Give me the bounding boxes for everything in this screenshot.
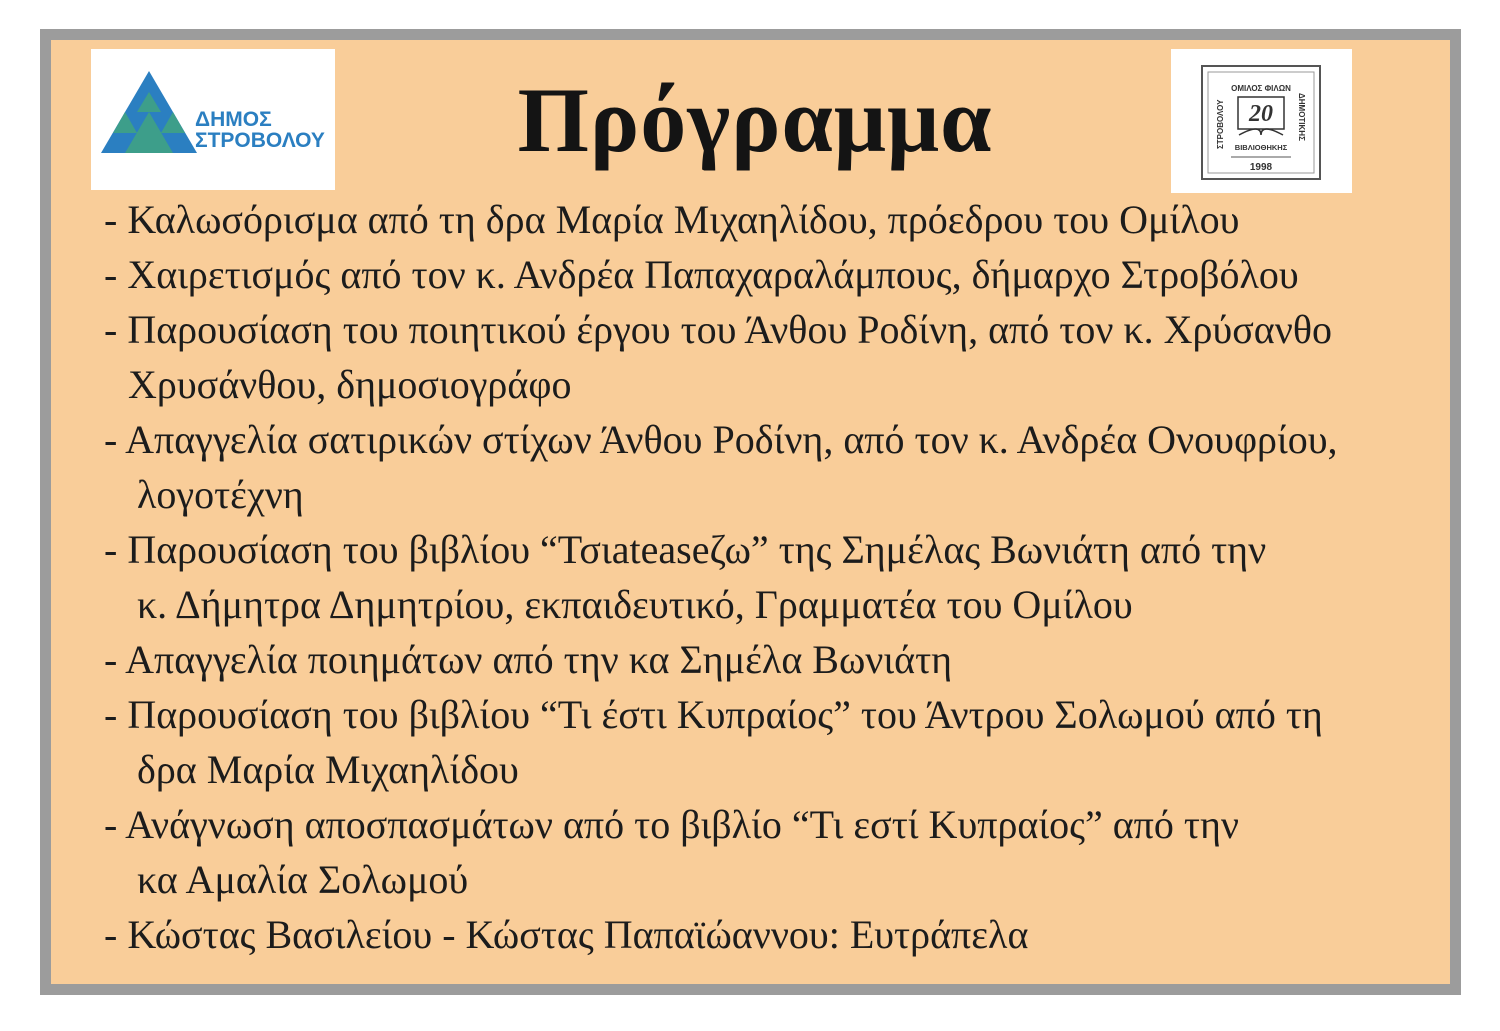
program-item-excerpt-reading <box>104 797 1444 907</box>
program-item-text: - Παρουσίαση του βιβλίου “Τι έστι Κυπραίος” του Άντρου Σολωμού από τη <box>104 692 1323 737</box>
emblem-left-text: ΣΤΡΟΒΟΛΟΥ <box>1216 99 1225 149</box>
emblem-right-text: ΔΗΜΟΤΙΚΗΣ <box>1297 93 1306 141</box>
program-item-text: - Ανάγνωση αποσπασμάτων από το βιβλίο “Τι εστί Κυπραίος” από την <box>104 802 1239 847</box>
emblem-bottom-text: ΒΙΒΛΙΟΘΗΚΗΣ <box>1234 143 1288 152</box>
program-item-continuation: δρα Μαρία Μιχαηλίδου <box>137 747 519 792</box>
program-item-poetic-work <box>104 302 1444 412</box>
program-item-book-presentation-1 <box>104 522 1444 632</box>
page-title: Πρόγραμμα <box>517 69 993 171</box>
municipality-name-line1: ΔΗΜΟΣ <box>195 108 272 131</box>
municipality-name-line2: ΣΤΡΟΒΟΛΟΥ <box>195 129 325 152</box>
emblem-year: 1998 <box>1249 162 1273 173</box>
friends-of-library-logo <box>1171 49 1352 193</box>
program-item-greeting <box>104 247 1444 302</box>
strovolos-municipality-logo <box>91 49 335 190</box>
program-item-book-presentation-2 <box>104 687 1444 797</box>
program-item-text: - Απαγγελία σατιρικών στίχων Άνθου Ροδίνη, από τον κ. Ανδρέα Ονουφρίου, <box>104 417 1338 462</box>
program-item-continuation: κα Αμαλία Σολωμού <box>137 857 469 902</box>
emblem-top-text: ΟΜΙΛΟΣ ΦΙΛΩΝ <box>1231 84 1291 93</box>
program-item-continuation: λογοτέχνη <box>137 472 304 517</box>
program-item-continuation: κ. Δήμητρα Δημητρίου, εκπαιδευτικό, Γραμματέα του Ομίλου <box>137 582 1133 627</box>
program-item-satirical-recitation <box>104 412 1444 522</box>
program-item-closing <box>104 907 1444 962</box>
program-item-text: - Κώστας Βασιλείου - Κώστας Παπαϊώαννου: Ευτράπελα <box>104 912 1029 957</box>
program-item-text: - Απαγγελία ποιημάτων από την κα Σημέλα Βωνιάτη <box>104 637 953 682</box>
program-item-welcome <box>104 192 1444 247</box>
emblem-number: 20 <box>1249 101 1273 127</box>
program-item-text: - Παρουσίαση του βιβλίου “Τσιateaseζω” της Σημέλας Βωνιάτη από την <box>104 527 1267 572</box>
program-list <box>104 192 1444 962</box>
library-emblem-icon <box>1171 49 1352 193</box>
program-item-poem-recitation <box>104 632 1444 687</box>
program-item-text: - Παρουσίαση του ποιητικού έργου του Άνθου Ροδίνη, από τον κ. Χρύσανθο <box>104 307 1332 352</box>
program-item-text: - Χαιρετισμός από τον κ. Ανδρέα Παπαχαραλάμπους, δήμαρχο Στροβόλου <box>104 252 1299 297</box>
triangle-logo-icon <box>91 49 335 190</box>
program-item-text: - Καλωσόρισμα από τη δρα Μαρία Μιχαηλίδου, πρόεδρου του Ομίλου <box>104 197 1240 242</box>
program-item-continuation: Χρυσάνθου, δημοσιογράφο <box>128 362 572 407</box>
